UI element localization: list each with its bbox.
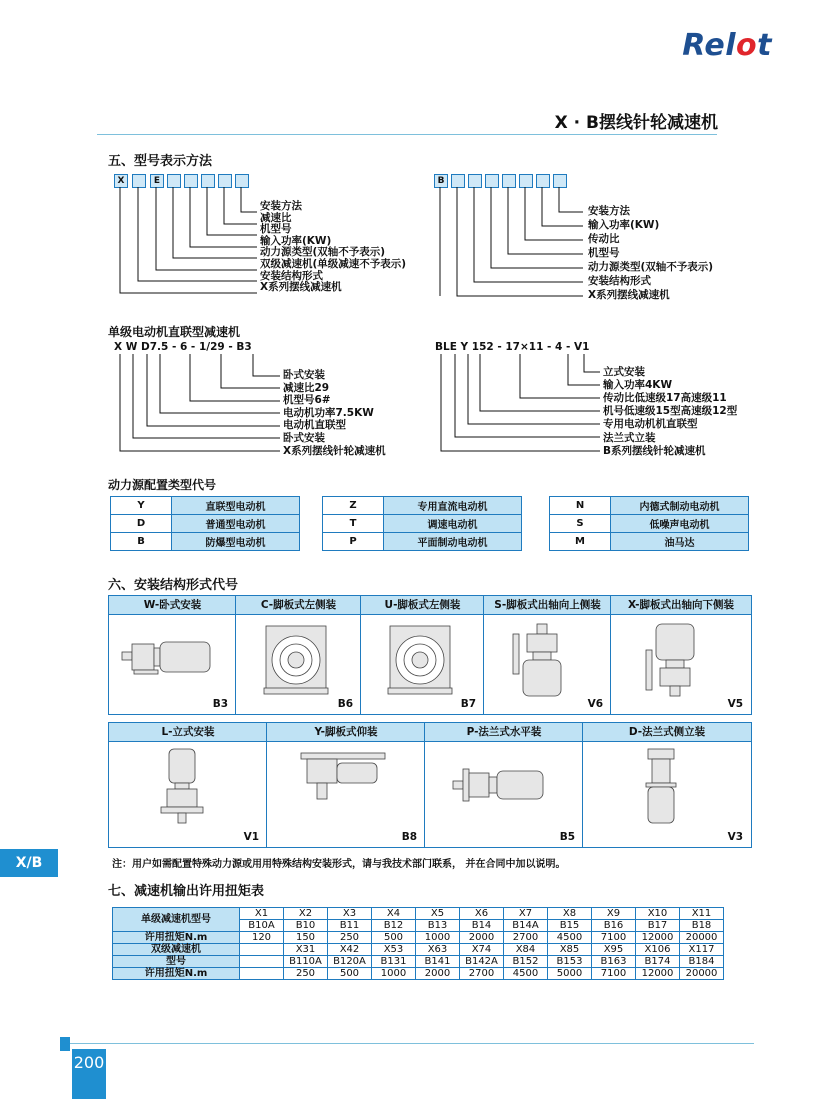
vertical-flange-diagram-icon [133,747,243,827]
mount-code: V6 [587,698,603,710]
torque-cell: 7100 [592,968,636,980]
code-label: 安装方法 [588,205,630,217]
torque-cell: B16 [592,920,636,932]
torque-row [113,908,724,920]
section5-title: 五、型号表示方法 [108,154,213,169]
mount-cell [582,722,752,848]
section6-title: 六、安装结构形式代号 [108,578,239,593]
mount-head: L-立式安装 [109,723,267,742]
torque-cell: X8 [548,908,592,920]
torque-cell: 2000 [416,968,460,980]
torque-cell: B110A [284,956,328,968]
mount-code: B5 [559,831,575,843]
power-code: Z [323,497,384,515]
mount-cell [610,595,752,715]
torque-cell: B10A [240,920,284,932]
code-label: 法兰式立装 [603,431,656,444]
code-label: 机型号 [588,247,620,259]
torque-cell: B152 [504,956,548,968]
power-name: 调速电动机 [384,515,522,533]
torque-cell: B10 [284,920,328,932]
code-label: B系列摆线针轮减速机 [603,444,706,457]
mount-cell [108,722,268,848]
code-label: 双级减速机(单级减速不予表示) [260,258,407,270]
side-tab: X/B [0,849,58,877]
mount-cell [360,595,485,715]
power-name: 防爆型电动机 [172,533,300,551]
power-code: D [111,515,172,533]
code-label: 机型号6# [283,394,331,407]
torque-cell: 1000 [416,932,460,944]
torque-cell: 2700 [504,932,548,944]
page-title: X · B摆线针轮减速机 [554,113,718,133]
torque-cell: B174 [636,956,680,968]
code-label: X系列摆线减速机 [588,289,670,301]
torque-cell: B11 [328,920,372,932]
mount-head: W-卧式安装 [109,596,236,615]
horizontal-diagram-icon [118,620,228,700]
vertical-down-diagram-icon [626,620,736,700]
mount-code: B7 [460,698,476,710]
code-label: 机型号 [260,223,292,236]
torque-cell: B120A [328,956,372,968]
torque-cell: X9 [592,908,636,920]
power-type-row [111,515,300,533]
torque-cell: X85 [548,944,592,956]
code-label: X系列摆线针轮减速机 [283,444,386,457]
torque-cell: X42 [328,944,372,956]
horizontal-flange-diagram-icon [449,747,559,827]
torque-cell: X53 [372,944,416,956]
torque-cell: B163 [592,956,636,968]
code-label: 传动比 [588,233,620,245]
torque-cell: B17 [636,920,680,932]
code-label: 减速比29 [283,381,330,394]
power-name: 普通型电动机 [172,515,300,533]
torque-cell: 20000 [680,932,724,944]
code-label: 安装结构形式 [260,269,323,282]
mount-head: D-法兰式侧立装 [583,723,751,742]
code-label: 动力源类型(双轴不予表示) [260,246,386,259]
torque-cell: X117 [680,944,724,956]
torque-cell: X10 [636,908,680,920]
power-type-row [550,497,749,515]
torque-cell: 20000 [680,968,724,980]
torque-cell [240,956,284,968]
torque-cell: 500 [328,968,372,980]
power-code: N [550,497,611,515]
power-name: 内德式制动电动机 [611,497,749,515]
mount-head: S-脚板式出轴向上侧装 [484,596,611,615]
torque-cell: X7 [504,908,548,920]
power-type-row [323,533,522,551]
torque-cell: 500 [372,932,416,944]
torque-row [113,956,724,968]
torque-cell: 1000 [372,968,416,980]
power-code: M [550,533,611,551]
single-x-code: X W D7.5 - 6 - 1/29 - B3 [114,341,252,353]
torque-table [112,907,724,980]
torque-row-head: 型号 [113,956,240,968]
power-code: T [323,515,384,533]
power-type-table [322,496,522,551]
torque-cell: B141 [416,956,460,968]
power-name: 平面制动电动机 [384,533,522,551]
mount-cell [266,722,426,848]
power-name: 低噪声电动机 [611,515,749,533]
mount-code: V3 [727,831,743,843]
single-b-code: BLE Y 152 - 17×11 - 4 - V1 [435,341,590,353]
mount-head: Y-脚板式仰装 [267,723,425,742]
code-label: 减速比 [260,211,292,224]
code-label: 卧式安装 [283,432,325,444]
torque-cell: X1 [240,908,284,920]
torque-cell: X31 [284,944,328,956]
power-type-row [323,497,522,515]
single-stage-title: 单级电动机直联型减速机 [108,325,241,339]
torque-cell: 7100 [592,932,636,944]
foot-diagram-icon [244,620,354,700]
torque-cell: 2700 [460,968,504,980]
power-types-title: 动力源配置类型代号 [108,478,217,492]
mount-code: B6 [337,698,353,710]
mount-head: P-法兰式水平装 [425,723,583,742]
power-type-table [549,496,749,551]
mount-cell [483,595,612,715]
brand-logo: Relot [682,28,772,63]
torque-cell: X3 [328,908,372,920]
torque-cell: 12000 [636,932,680,944]
torque-row [113,968,724,980]
mount-head: X-脚板式出轴向下侧装 [611,596,751,615]
vertical-up-diagram-icon [493,620,603,700]
section7-title: 七、减速机输出许用扭矩表 [108,884,265,899]
torque-cell [240,968,284,980]
code-label: X系列摆线减速机 [260,281,342,294]
torque-cell: 4500 [548,932,592,944]
torque-row [113,932,724,944]
torque-cell: B14A [504,920,548,932]
torque-cell: B12 [372,920,416,932]
torque-row [113,944,724,956]
side-flange-diagram-icon [612,747,722,827]
code-label: 输入功率4KW [603,379,673,392]
torque-cell: B14 [460,920,504,932]
code-label: 卧式安装 [283,369,325,381]
torque-cell: X11 [680,908,724,920]
code-box: B [434,174,448,188]
power-type-row [550,515,749,533]
torque-cell: 250 [328,932,372,944]
code-label: 立式安装 [603,366,645,378]
note-text: 注：用户如需配置特殊动力源或用用特殊结构安装形式，请与我技术部门联系， 并在合同中加以说明。 [112,859,566,870]
ceiling-diagram-icon [291,747,401,827]
torque-cell: X2 [284,908,328,920]
footer-tab [60,1037,70,1051]
torque-row-head: 许用扭矩N.m [113,932,240,944]
torque-cell: 12000 [636,968,680,980]
torque-cell: 250 [284,968,328,980]
torque-row-head: 双级减速机 [113,944,240,956]
code-label: 专用电动机机直联型 [603,418,698,431]
torque-cell: 5000 [548,968,592,980]
code-label: 电动机功率7.5KW [283,406,374,419]
torque-cell: X4 [372,908,416,920]
power-code: Y [111,497,172,515]
mount-cell [108,595,237,715]
power-type-row [111,533,300,551]
mount-code: V1 [243,831,259,843]
torque-cell: B13 [416,920,460,932]
code-box: E [150,174,164,188]
torque-cell: X63 [416,944,460,956]
power-type-row [323,515,522,533]
code-label: 安装方法 [260,200,302,212]
torque-cell: X74 [460,944,504,956]
torque-cell: X6 [460,908,504,920]
power-code: B [111,533,172,551]
torque-cell [240,944,284,956]
code-label: 输入功率(KW) [260,234,332,247]
torque-cell: X106 [636,944,680,956]
power-name: 直联型电动机 [172,497,300,515]
code-label: 动力源类型(双轴不予表示) [588,261,714,273]
power-type-row [111,497,300,515]
torque-cell: X5 [416,908,460,920]
mount-head: C-脚板式左侧装 [236,596,361,615]
mount-code: V5 [727,698,743,710]
power-code: S [550,515,611,533]
foot-diagram-icon [368,620,478,700]
power-type-row [550,533,749,551]
code-label: 安装结构形式 [588,275,651,287]
torque-cell: B153 [548,956,592,968]
mount-code: B3 [212,698,228,710]
code-label: 电动机直联型 [283,419,346,432]
torque-cell: X84 [504,944,548,956]
torque-cell: X95 [592,944,636,956]
code-label: 机号低速级15型高速级12型 [603,405,738,418]
code-label: 输入功率(KW) [588,219,660,231]
torque-cell: B142A [460,956,504,968]
mount-code: B8 [401,831,417,843]
torque-cell: 150 [284,932,328,944]
footer-divider [70,1043,754,1044]
torque-cell: B131 [372,956,416,968]
torque-cell: 4500 [504,968,548,980]
code-label: 传动比低速级17高速级11 [603,392,727,405]
power-code: P [323,533,384,551]
power-name: 专用直流电动机 [384,497,522,515]
power-type-table [110,496,300,551]
code-box: X [114,174,128,188]
torque-cell: 2000 [460,932,504,944]
torque-cell: 120 [240,932,284,944]
torque-cell: B15 [548,920,592,932]
mount-cell [235,595,362,715]
torque-cell: B18 [680,920,724,932]
mount-head: U-脚板式左侧装 [361,596,484,615]
mount-cell [424,722,584,848]
power-name: 油马达 [611,533,749,551]
page-number: 200 [72,1049,106,1099]
torque-cell: B184 [680,956,724,968]
torque-row-head: 单级减速机型号 [113,908,240,932]
torque-row-head: 许用扭矩N.m [113,968,240,980]
